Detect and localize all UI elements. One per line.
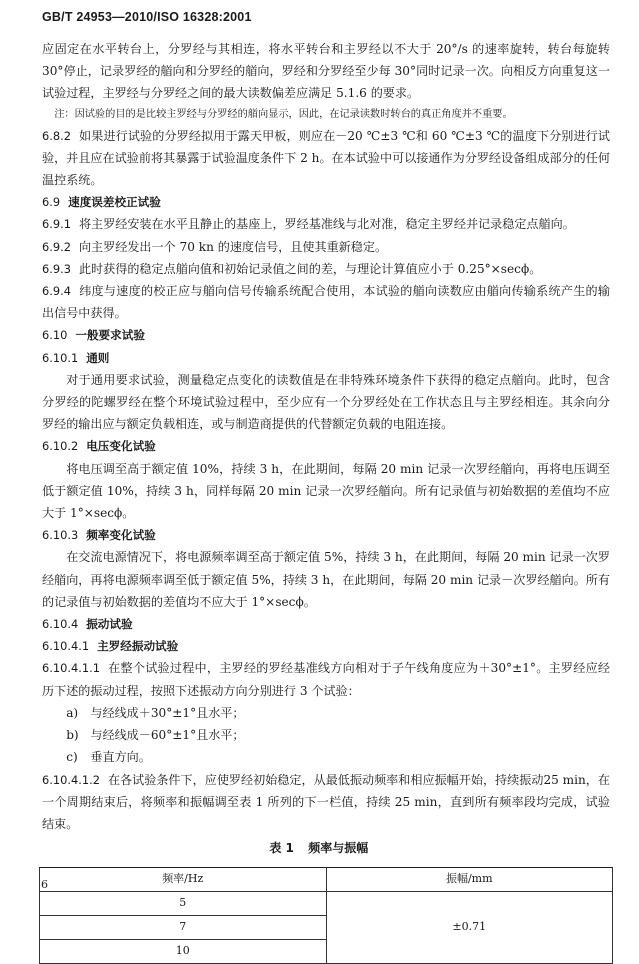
clause-number: 6.9.2 [42, 239, 71, 254]
clause-6-10-2-text: 将电压调至高于额定值 10%，持续 3 h，在此期间，每隔 20 min 记录一次罗经艏向，再将电压调至低于额定值 10%，持续 3 h，同样每隔 20 min 记录一次罗经艏向。所有记录值与初始数据的差值均不应大于 1°×secϕ。 [42, 461, 610, 521]
clause-number: 6.10 [42, 328, 68, 343]
heading-6-10-4-1 [42, 635, 610, 657]
page-number: 6 [41, 878, 48, 891]
clause-6-9-1 [42, 213, 610, 235]
table-caption [42, 837, 610, 859]
table-number: 表 1 [269, 841, 294, 856]
heading-6-10-4 [42, 613, 610, 635]
heading-6-9 [42, 191, 610, 213]
heading-6-10 [42, 324, 610, 346]
clause-6-9-3 [42, 258, 610, 280]
list-text: 与经线成＋30°±1°且水平； [90, 705, 245, 720]
frequency-amplitude-table [39, 867, 613, 963]
clause-text: 在各试验条件下，应使罗经初始稳定，从最低振动频率和相应振幅开始，持续振动25 min，在一个周期结束后，将频率和振幅调至表 1 所列的下一栏值，持续 25 min，直到所有频率段均完成，试验结束。 [42, 772, 610, 831]
list-marker: b) [66, 728, 79, 743]
frequency-cell: 10 [40, 939, 327, 963]
clause-6-8-2 [42, 125, 610, 192]
clause-6-10-4-1-2 [42, 769, 610, 836]
document-body [42, 38, 610, 964]
heading-title: 主罗经振动试验 [97, 639, 179, 654]
clause-6-10-3-text: 在交流电源情况下，将电源频率调至高于额定值 5%，持续 3 h，在此期间，每隔 20 min 记录一次罗经艏向，再将电源频率调至低于额定值 5%，持续 3 h，在此期间，每隔 20 min 记录－次罗经艏向。所有的记录值与初始数据的差值均不应大于 1°×secϕ。 [42, 550, 610, 609]
clause-6-9-2 [42, 236, 610, 258]
frequency-cell: 7 [40, 915, 327, 939]
clause-text: 向主罗经发出一个 70 kn 的速度信号，且使其重新稳定。 [78, 239, 388, 254]
clause-number: 6.10.1 [42, 350, 79, 365]
table-row [40, 891, 613, 915]
clause-number: 6.9.3 [42, 261, 71, 276]
clause-number: 6.9.1 [42, 217, 71, 232]
clause-number: 6.10.2 [42, 439, 79, 454]
heading-6-10-3 [42, 524, 610, 546]
list-marker: c) [66, 750, 78, 765]
note: 注：因试验的目的是比较主罗经与分罗经的艏向显示，因此，在记录读数时转台的真正角度并不重要。 [54, 108, 513, 120]
clause-text: 纬度与速度的校正应与艏向信号传输系统配合使用，本试验的艏向读数应由艏向传输系统产生的输出信号中获得。 [42, 284, 610, 321]
heading-title: 电压变化试验 [86, 439, 156, 454]
frequency-cell: 5 [40, 891, 327, 915]
list-marker: a) [66, 705, 79, 720]
clause-number: 6.10.3 [42, 528, 79, 543]
heading-title: 振动试验 [86, 617, 133, 632]
table-header-row [40, 868, 613, 891]
list-item-b [42, 724, 610, 746]
clause-number: 6.8.2 [42, 128, 71, 143]
clause-number: 6.10.4.1 [42, 639, 90, 654]
table-title: 频率与振幅 [308, 841, 369, 856]
heading-title: 一般要求试验 [75, 328, 145, 343]
column-header-frequency: 频率/Hz [40, 868, 327, 891]
column-header-amplitude: 振幅/mm [326, 868, 613, 891]
clause-text: 在整个试验过程中，主罗经的罗经基准线方向相对于子午线角度应为＋30°±1°。主罗经应经历下述的振动过程，按照下述振动方向分别进行 3 个试验： [42, 661, 610, 698]
clause-number: 6.9.4 [42, 284, 71, 299]
clause-6-10-1-text: 对于通用要求试验，测量稳定点变化的读数值是在非特殊环境条件下获得的稳定点艏向。此时，包含分罗经的陀螺罗经在整个环境试验过程中，至少应有一个分罗经处在工作状态且与主罗经相连。其余向分罗经的输出应与额定负载相连，或与制造商提供的代替额定负载的电阻连接。 [42, 372, 610, 432]
standard-code-header: GB/T 24953—2010/ISO 16328:2001 [42, 10, 252, 24]
clause-number: 6.10.4.1.2 [42, 772, 100, 787]
paragraph-continued: 应固定在水平转台上，分罗经与其相连，将水平转台和主罗经以不大于 20°/s 的速率旋转，转台每旋转 30°停止，记录罗经的艏向和分罗经的艏向，罗经和分罗经至少每 30°同时记录一次。向相反方向重复这一试验过程，主罗经与分罗经之间的最大读数偏差应满足 5.1.6 的要求。 [42, 42, 610, 101]
clause-6-9-4 [42, 280, 610, 324]
heading-6-10-2 [42, 435, 610, 457]
list-item-a [42, 702, 610, 724]
clause-6-10-4-1-1 [42, 657, 610, 701]
heading-title: 通则 [86, 350, 110, 365]
heading-title: 频率变化试验 [86, 528, 156, 543]
list-text: 与经线成－60°±1°且水平； [90, 728, 245, 743]
heading-title: 速度误差校正试验 [68, 195, 161, 210]
heading-6-10-1 [42, 347, 610, 369]
amplitude-cell: ±0.71 [326, 891, 613, 963]
clause-number: 6.10.4 [42, 617, 79, 632]
clause-number: 6.10.4.1.1 [42, 661, 100, 676]
clause-text: 此时获得的稳定点艏向值和初始记录值之间的差，与理论计算值应小于 0.25°×secϕ。 [78, 261, 542, 276]
clause-number: 6.9 [42, 195, 61, 210]
list-text: 垂直方向。 [90, 750, 151, 765]
clause-text: 将主罗经安装在水平且静止的基座上，罗经基准线与北对准，稳定主罗经并记录稳定点艏向。 [78, 217, 575, 232]
list-item-c [42, 746, 610, 768]
clause-text: 如果进行试验的分罗经拟用于露天甲板，则应在－20 ℃±3 ℃和 60 ℃±3 ℃的温度下分别进行试验，并且应在试验前将其暴露于试验温度条件下 2 h。在本试验中可以接通作为分罗经设备组成部分的任何温控系统。 [42, 128, 610, 188]
